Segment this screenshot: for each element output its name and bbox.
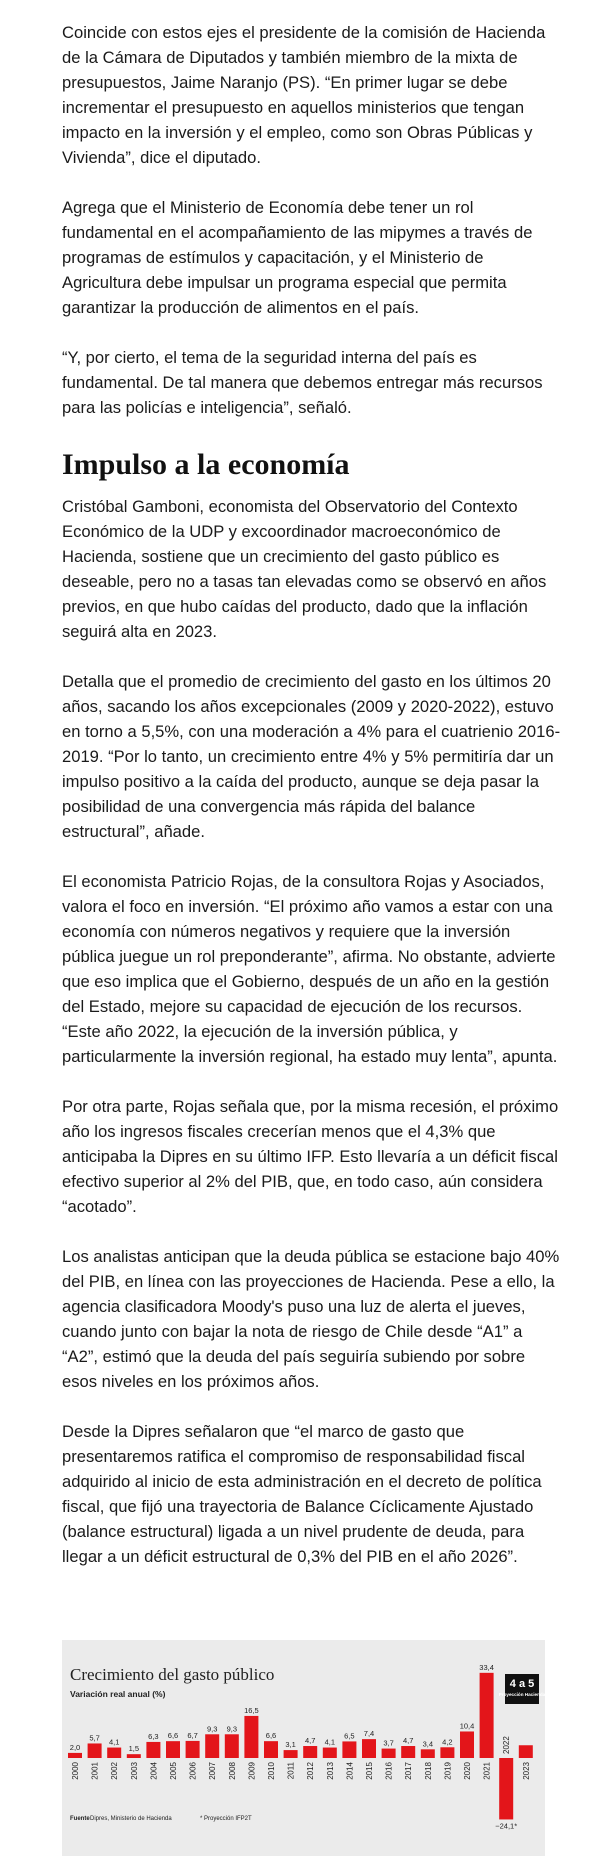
x-tick-label: 2001 xyxy=(90,1762,100,1780)
data-label: 6,7 xyxy=(187,1730,198,1740)
x-tick-label: 2008 xyxy=(227,1762,237,1780)
data-label: 4,1 xyxy=(324,1737,336,1747)
data-label: 3,7 xyxy=(383,1738,394,1748)
chart-bar xyxy=(225,1734,239,1758)
article-paragraph: Cristóbal Gamboni, economista del Observatorio del Contexto Económico de la UDP y excoordinador macroeconómico de Hacienda, sostiene que un crecimiento del gasto público es deseable, pero no a tasas tan elevadas como se observó en años previos, en que hubo caídas del producto, dado que la inflación seguirá alta en 2023. xyxy=(62,497,547,641)
x-tick-label: 2003 xyxy=(129,1762,139,1780)
article-body xyxy=(62,20,562,1594)
chart-bar xyxy=(480,1673,494,1758)
chart-bar xyxy=(362,1739,376,1758)
data-label: 4,7 xyxy=(304,1736,316,1746)
article-paragraph: Agrega que el Ministerio de Economía debe tener un rol fundamental en el acompañamiento de las mipymes a través de programas de estímulos y capacitación, y el Ministerio de Agricultura debe impulsar un programa especial que permita garantizar la producción de alimentos en el país. xyxy=(62,198,533,317)
chart-bar xyxy=(382,1749,396,1758)
x-tick-label: 2002 xyxy=(110,1762,120,1780)
chart-bar xyxy=(284,1750,298,1758)
chart-bar xyxy=(342,1741,356,1758)
data-label: 6,3 xyxy=(148,1731,159,1741)
x-tick-label: 2007 xyxy=(208,1762,218,1780)
article-paragraph: “Y, por cierto, el tema de la seguridad interna del país es fundamental. De tal manera que debemos entregar más recursos para las policías e inteligencia”, señaló. xyxy=(62,348,543,417)
data-label: 9,3 xyxy=(226,1724,238,1734)
x-tick-label: 2019 xyxy=(443,1762,453,1780)
chart-svg xyxy=(62,1640,545,1856)
chart-bar xyxy=(146,1742,160,1758)
data-label: 3,1 xyxy=(285,1740,296,1750)
chart-title: Crecimiento del gasto público xyxy=(70,1665,275,1684)
data-label: 4,7 xyxy=(402,1736,414,1746)
data-label: −24,1* xyxy=(495,1821,518,1831)
chart-bar xyxy=(499,1758,513,1819)
x-tick-label: 2018 xyxy=(423,1762,433,1780)
data-label: 3,4 xyxy=(422,1739,434,1749)
x-tick-label: 2016 xyxy=(384,1762,394,1780)
x-tick-label: 2010 xyxy=(267,1762,276,1780)
data-label: 10,4 xyxy=(459,1721,475,1731)
chart-bar xyxy=(186,1741,200,1758)
data-label: 6,5 xyxy=(344,1731,355,1741)
projection-badge-label: Proyección Hacienda xyxy=(498,1692,545,1697)
article-paragraph: Desde la Dipres señalaron que “el marco de gasto que presentaremos ratifica el compromiso de responsabilidad fiscal adquirido al inicio de esta administración en el decreto de política fiscal, que fijó una trayectoria de Balance Cíclicamente Ajustado (balance estructural) ligada a un nivel prudente de deuda, para llegar a un déficit estructural de 0,3% del PIB en el año 2026”. xyxy=(62,1422,542,1566)
chart-bar xyxy=(323,1748,337,1758)
data-label: 6,6 xyxy=(167,1731,179,1741)
chart-bar xyxy=(166,1741,180,1758)
data-label: 4,1 xyxy=(108,1737,120,1747)
data-label: 9,3 xyxy=(206,1724,218,1734)
data-label: 16,5 xyxy=(244,1705,259,1715)
chart-bar xyxy=(264,1741,278,1758)
section-heading: Impulso a la economía xyxy=(62,448,350,481)
x-tick-label: 2023 xyxy=(521,1762,531,1780)
chart-bar xyxy=(519,1745,533,1758)
data-label: 2,0 xyxy=(69,1742,81,1752)
x-tick-label: 2006 xyxy=(188,1762,198,1780)
chart-bar xyxy=(205,1734,219,1758)
x-tick-label: 2011 xyxy=(286,1762,296,1780)
projection-badge-value: 4 a 5 xyxy=(509,1678,535,1690)
chart-source-label: Fuente xyxy=(70,1816,90,1822)
x-tick-label: 2014 xyxy=(345,1762,355,1780)
data-label: 7,4 xyxy=(363,1729,375,1739)
x-tick-label: 2012 xyxy=(306,1762,316,1780)
x-tick-label: 2017 xyxy=(404,1762,414,1780)
x-tick-label: 2005 xyxy=(169,1762,178,1780)
x-tick-label: 2021 xyxy=(482,1762,492,1780)
chart-bar xyxy=(68,1753,82,1758)
article-paragraph: Detalla que el promedio de crecimiento del gasto en los últimos 20 años, sacando los años excepcionales (2009 y 2020-2022), estuvo en torno a 5,5%, con una moderación a 4% para el cuatrienio 2016-2019. “Por lo tanto, un crecimiento entre 4% y 5% permitiría dar un impulso positivo a la caída del producto, aunque se deja pasar la posibilidad de una convergencia más rápida del balance estructural”, añade. xyxy=(62,672,561,841)
x-tick-label: 2000 xyxy=(71,1762,80,1780)
article-paragraph: El economista Patricio Rojas, de la consultora Rojas y Asociados, valora el foco en inversión. “El próximo año vamos a estar con una economía con números negativos y requiere que la inversión pública juegue un rol preponderante”, afirma. No obstante, advierte que eso implica que el Gobierno, después de un año en la gestión del Estado, mejore su capacidad de ejecución de los recursos. “Este año 2022, la ejecución de la inversión pública, y particularmente la inversión regional, ha estado muy lenta”, apunta. xyxy=(62,872,558,1066)
x-tick-label: 2009 xyxy=(247,1762,257,1780)
article-paragraph: Los analistas anticipan que la deuda pública se estacione bajo 40% del PIB, en línea con las proyecciones de Hacienda. Pese a ello, la agencia clasificadora Moody's puso una luz de alerta el jueves, cuando junto con bajar la nota de riesgo de Chile desde “A1” a “A2”, estimó que la deuda del país seguiría subiendo por sobre esos niveles en los próximos años. xyxy=(62,1247,560,1391)
chart-footnote: * Proyección IFP2T xyxy=(200,1816,252,1822)
data-label: 6,6 xyxy=(265,1731,277,1741)
data-label: 5,7 xyxy=(89,1733,100,1743)
x-tick-label: 2020 xyxy=(463,1762,472,1780)
x-tick-label: 2015 xyxy=(365,1762,374,1780)
article-paragraph: Coincide con estos ejes el presidente de la comisión de Hacienda de la Cámara de Diputados y también miembro de la mixta de presupuestos, Jaime Naranjo (PS). “En primer lugar se debe incrementar el presupuesto en aquellos ministerios que tengan impacto en la inversión y el empleo, como son Obras Públicas y Vivienda”, dice el diputado. xyxy=(62,23,546,167)
data-label: 33,4 xyxy=(479,1662,494,1672)
projection-badge xyxy=(499,1674,545,1704)
x-tick-label: 2013 xyxy=(325,1762,335,1780)
x-tick-label: 2004 xyxy=(149,1762,159,1780)
chart-source-text: Dipres, Ministerio de Hacienda xyxy=(90,1816,172,1822)
chart-bar xyxy=(421,1749,435,1758)
chart-bar xyxy=(440,1747,454,1758)
chart-bar xyxy=(127,1754,141,1758)
chart-bar xyxy=(107,1748,121,1758)
chart-bar xyxy=(460,1731,474,1758)
chart-bar xyxy=(303,1746,317,1758)
chart-bar xyxy=(244,1716,258,1758)
x-tick-label: 2022 xyxy=(502,1736,512,1754)
chart-bar xyxy=(401,1746,415,1758)
chart-bar xyxy=(88,1743,102,1758)
chart-subtitle: Variación real anual (%) xyxy=(70,1689,166,1699)
spending-growth-chart xyxy=(62,1640,545,1856)
data-label: 4,2 xyxy=(442,1737,453,1747)
data-label: 1,5 xyxy=(128,1744,140,1754)
article-paragraph: Por otra parte, Rojas señala que, por la misma recesión, el próximo año los ingresos fiscales crecerían menos que el 4,3% que anticipaba la Dipres en su último IFP. Esto llevaría a un déficit fiscal efectivo superior al 2% del PIB, que, en todo caso, aún considera “acotado”. xyxy=(62,1097,559,1216)
